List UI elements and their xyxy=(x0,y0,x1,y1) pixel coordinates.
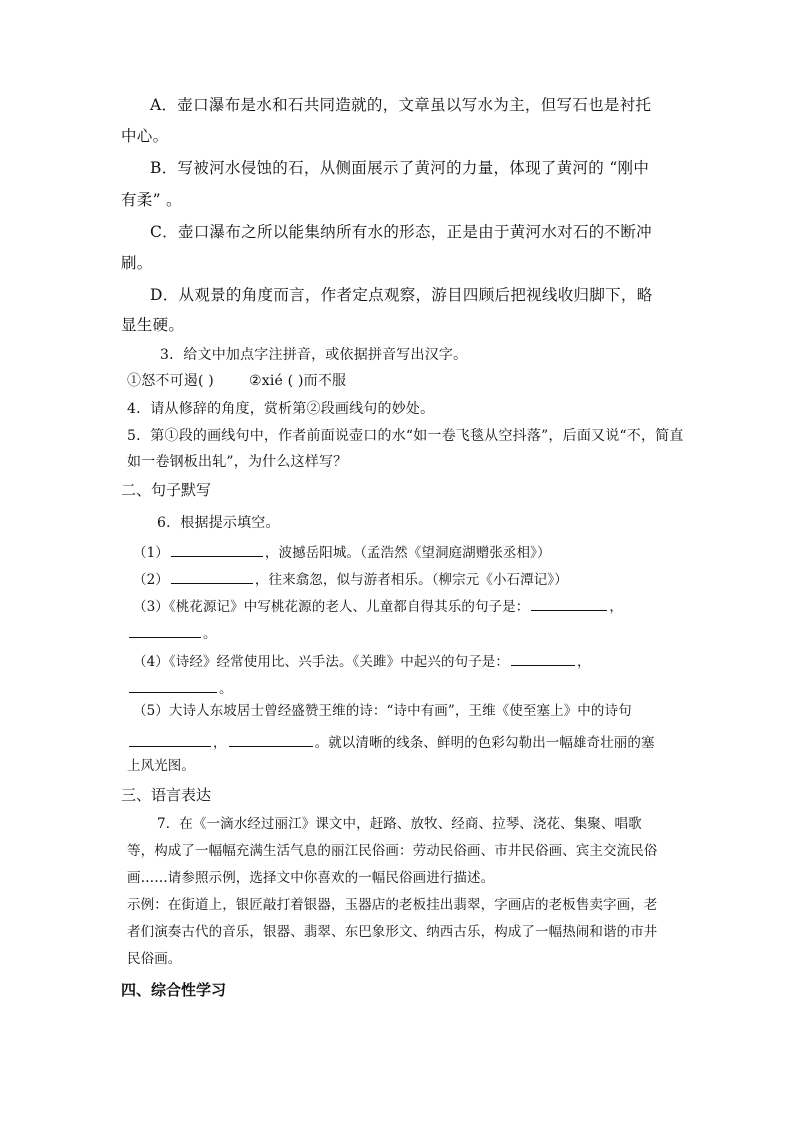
section-4-heading: 四、综合性学习 xyxy=(121,981,227,999)
q6-sentence-2 xyxy=(133,569,568,588)
example-line1: 示例：在街道上，银匠敲打着银器，玉器店的老板挂出翡翠，字画店的老板售卖字画，老 xyxy=(127,897,658,913)
example-line2: 者们演奏古代的音乐，银器、翡翠、东巴象形文、纳西古乐，构成了一幅热闹和谐的市井 xyxy=(127,924,658,940)
answer-blank[interactable] xyxy=(129,678,217,693)
option-a-line1: A．壶口瀑布是水和石共同造就的，文章虽以写水为主，但写石也是衬托 xyxy=(150,96,652,114)
section-2-heading: 二、句子默写 xyxy=(121,481,212,499)
question-3-item-1: ①怒不可遏( ) xyxy=(127,373,214,389)
q6-sentence-4 xyxy=(133,651,591,670)
question-3-title: 3．给文中加点字注拼音，或依据拼音写出汉字。 xyxy=(160,347,468,363)
q6-s1-suffix: ，波撼岳阳城。（孟浩然《望洞庭湖赠张丞相》） xyxy=(264,545,551,561)
section-3-heading: 三、语言表达 xyxy=(121,786,212,804)
q6-sentence-5-end: 上风光图。 xyxy=(127,758,195,774)
comma: ， xyxy=(213,735,227,751)
answer-blank[interactable] xyxy=(129,732,211,747)
question-7-line3: 画……请参照示例，选择文中你喜欢的一幅民俗画进行描述。 xyxy=(127,870,495,886)
q6-s1-prefix: （1） xyxy=(133,545,169,561)
answer-blank[interactable] xyxy=(229,732,313,747)
q6-s2-prefix: （2） xyxy=(133,572,169,588)
question-4: 4．请从修辞的角度，赏析第②段画线句的妙处。 xyxy=(127,401,435,417)
option-c-line1: C．壶口瀑布之所以能集纳所有水的形态，正是由于黄河水对石的不断冲 xyxy=(150,223,652,241)
answer-blank[interactable] xyxy=(171,542,263,557)
option-b-line2: 有柔” 。 xyxy=(121,191,182,209)
question-6-title: 6．根据提示填空。 xyxy=(157,515,280,531)
comma: ， xyxy=(609,599,623,615)
q6-sentence-3 xyxy=(133,596,623,615)
question-3-item-2: ②xié ( )而不服 xyxy=(249,373,347,389)
question-7-line1: 7．在《一滴水经过丽江》课文中，赶路、放牧、经商、拉琴、浇花、集聚、唱歌 xyxy=(157,816,642,832)
q6-sentence-1 xyxy=(133,542,551,561)
option-a-line2: 中心。 xyxy=(121,127,169,145)
option-d-line1: D．从观景的角度而言，作者定点观察，游目四顾后把视线收归脚下，略 xyxy=(150,286,653,304)
q6-s5-tail: 。就以清晰的线条、鲜明的色彩勾勒出一幅雄奇壮丽的塞 xyxy=(314,735,655,751)
q6-sentence-5-cont xyxy=(127,732,655,751)
q6-sentence-5: （5）大诗人东坡居士曾经盛赞王维的诗：“诗中有画”，王维《使至塞上》中的诗句 xyxy=(133,703,632,719)
option-b-line1: B．写被河水侵蚀的石，从侧面展示了黄河的力量，体现了黄河的 “刚中 xyxy=(150,159,650,177)
q6-sentence-3-cont xyxy=(127,623,217,642)
answer-blank[interactable] xyxy=(171,569,253,584)
q6-s2-suffix: ，往来翕忽，似与游者相乐。（柳宗元《小石潭记》） xyxy=(254,572,568,588)
question-5-line2: 如一卷钢板出轧”，为什么这样写？ xyxy=(127,454,348,470)
q6-sentence-4-cont xyxy=(127,678,233,697)
question-7-line2: 等，构成了一幅幅充满生活气息的丽江民俗画：劳动民俗画、市井民俗画、宾主交流民俗 xyxy=(127,843,658,859)
q6-s4-end: 。 xyxy=(219,681,233,697)
q6-s4-text: （4）《诗经》经常使用比、兴手法。《关雎》中起兴的句子是： xyxy=(133,654,509,670)
example-line3: 民俗画。 xyxy=(127,951,182,967)
answer-blank[interactable] xyxy=(511,651,575,666)
q6-s3-text: （3）《桃花源记》中写桃花源的老人、儿童都自得其乐的句子是： xyxy=(133,599,530,615)
option-c-line2: 刷。 xyxy=(121,254,153,272)
q6-s3-end: 。 xyxy=(203,626,217,642)
question-5-line1: 5．第①段的画线句中，作者前面说壶口的水“如一卷飞毯从空抖落”，后面又说“不，简直 xyxy=(127,428,684,444)
comma: ， xyxy=(577,654,591,670)
answer-blank[interactable] xyxy=(129,623,201,638)
option-d-line2: 显生硬。 xyxy=(121,316,185,334)
answer-blank[interactable] xyxy=(531,596,607,611)
